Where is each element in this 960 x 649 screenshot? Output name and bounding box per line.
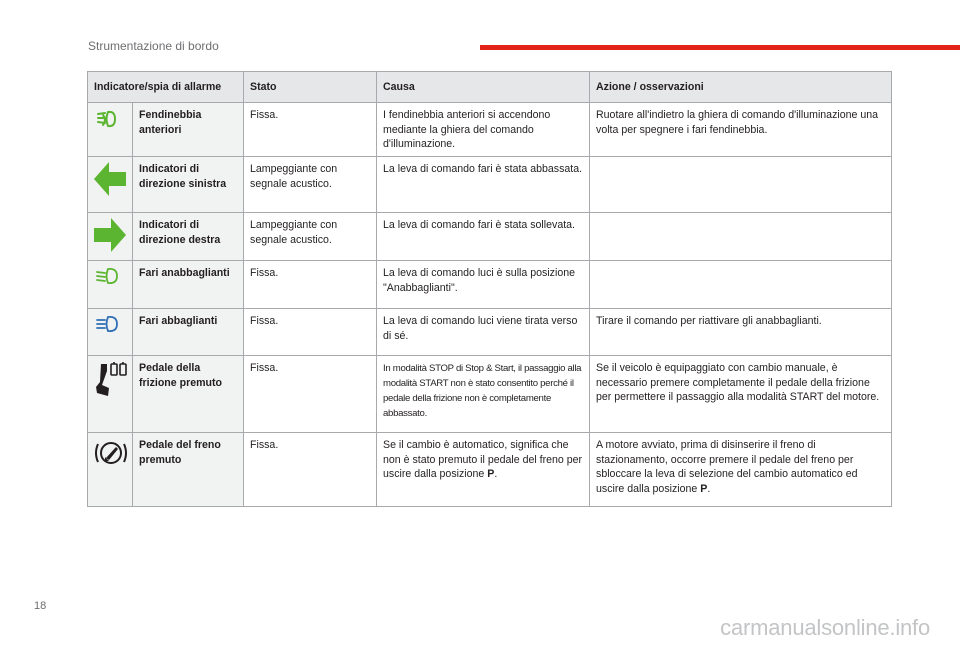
row-cause: La leva di comando fari è stata abbassata. [377, 157, 590, 213]
table-row [88, 103, 892, 157]
row-cause: In modalità STOP di Stop & Start, il passaggio alla modalità START non è stato consentito perché il pedale della frizione non è completamente abbassato. [377, 356, 590, 433]
row-cause: I fendinebbia anteriori si accendono mediante la ghiera del comando d'illuminazione. [377, 103, 590, 157]
front-fog-lamp-icon [94, 108, 120, 130]
row-name: Fendinebbia anteriori [133, 103, 244, 157]
icon-cell [88, 309, 133, 356]
column-header-state: Stato [244, 72, 377, 103]
row-action: Ruotare all'indietro la ghiera di comando d'illuminazione una volta per spegnere i fari fendinebbia. [590, 103, 892, 157]
icon-cell [88, 433, 133, 507]
low-beam-icon [94, 266, 120, 286]
icon-cell [88, 356, 133, 433]
table-row [88, 261, 892, 309]
row-action [590, 433, 892, 507]
row-state: Lampeggiante con segnale acustico. [244, 213, 377, 261]
table-row [88, 356, 892, 433]
row-state: Fissa. [244, 356, 377, 433]
section-title: Strumentazione di bordo [88, 39, 219, 53]
gear-position-p: P [700, 482, 708, 495]
action-text: A motore avviato, prima di disinserire il freno di stazionamento, occorre premere il pedale del freno per sbloccare la leva di selezione del cambio automatico ed uscire dalla posizione [596, 439, 858, 495]
column-header-indicator: Indicatore/spia di allarme [88, 72, 244, 103]
action-end: . [707, 482, 711, 495]
table-row [88, 213, 892, 261]
right-turn-arrow-icon [94, 218, 126, 252]
left-turn-arrow-icon [94, 162, 126, 196]
header-accent-bar [480, 45, 960, 50]
row-action: Tirare il comando per riattivare gli anabbaglianti. [590, 309, 892, 356]
table-row [88, 157, 892, 213]
row-name: Indicatori di direzione destra [133, 213, 244, 261]
column-header-cause: Causa [377, 72, 590, 103]
gear-position-p: P [487, 468, 495, 481]
page-number: 18 [34, 600, 47, 612]
row-state: Lampeggiante con segnale acustico. [244, 157, 377, 213]
icon-cell [88, 103, 133, 157]
row-action [590, 157, 892, 213]
table-row [88, 309, 892, 356]
icon-cell [88, 157, 133, 213]
row-action: Se il veicolo è equipaggiato con cambio manuale, è necessario premere completamente il pedale della frizione per permettere il passaggio alla modalità START del motore. [590, 356, 892, 433]
row-name: Pedale della frizione premuto [133, 356, 244, 433]
row-state: Fissa. [244, 103, 377, 157]
row-name: Pedale del freno premuto [133, 433, 244, 507]
cause-text: Se il cambio è automatico, significa che non è stato premuto il pedale del freno per uscire dalla posizione [383, 439, 583, 481]
table-header-row [88, 72, 892, 103]
row-state: Fissa. [244, 433, 377, 507]
row-name: Fari anabbaglianti [133, 261, 244, 309]
cause-end: . [494, 468, 498, 481]
row-state: Fissa. [244, 309, 377, 356]
row-name: Fari abbaglianti [133, 309, 244, 356]
row-name: Indicatori di direzione sinistra [133, 157, 244, 213]
row-cause: La leva di comando fari è stata sollevata. [377, 213, 590, 261]
row-cause: La leva di comando luci è sulla posizione "Anabbaglianti". [377, 261, 590, 309]
high-beam-icon [94, 314, 120, 334]
row-action [590, 213, 892, 261]
watermark: carmanualsonline.info [720, 615, 930, 640]
row-action [590, 261, 892, 309]
column-header-action: Azione / osservazioni [590, 72, 892, 103]
row-state: Fissa. [244, 261, 377, 309]
row-cause [377, 433, 590, 507]
clutch-pedal-icon [94, 361, 128, 397]
row-cause: La leva di comando luci viene tirata verso di sé. [377, 309, 590, 356]
table-row [88, 433, 892, 507]
icon-cell [88, 261, 133, 309]
brake-pedal-icon [94, 438, 128, 468]
warning-lamps-table [87, 71, 892, 507]
icon-cell [88, 213, 133, 261]
